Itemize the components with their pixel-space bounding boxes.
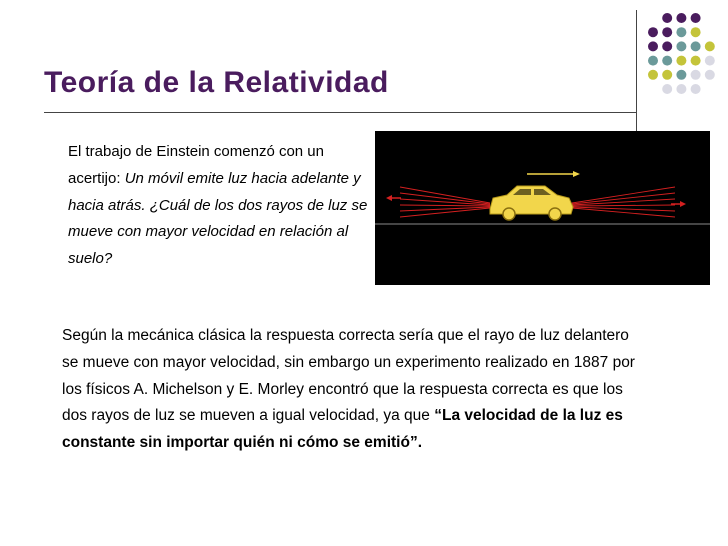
slide-title: Teoría de la Relatividad [44, 66, 389, 99]
decorative-dot [662, 84, 672, 94]
explanation-text: Según la mecánica clásica la respuesta correcta sería que el rayo de luz delantero se mueve con mayor velocidad, sin embargo un experimento realizado en 1887 por los físicos A. Michelson y E. Morley encontró que la respuesta correcta es que los dos rayos de luz se mueven a igual velocidad, ya que [62, 327, 635, 425]
decorative-dot [676, 56, 686, 66]
decorative-dot [691, 13, 701, 23]
decorative-dot [662, 41, 672, 51]
decorative-dot [648, 70, 658, 80]
backward-light-rays [400, 187, 490, 217]
car-light-figure [375, 131, 710, 285]
decorative-dot [691, 56, 701, 66]
decorative-dot [691, 27, 701, 37]
explanation-paragraph [62, 323, 642, 457]
decorative-dot [676, 13, 686, 23]
decorative-dot [691, 84, 701, 94]
decorative-dot [691, 41, 701, 51]
decorative-dot [691, 70, 701, 80]
decorative-dot [676, 70, 686, 80]
car-emitting-light-icon [375, 131, 710, 285]
decorative-dot [705, 56, 715, 66]
decorative-dot [676, 41, 686, 51]
decorative-dot [676, 27, 686, 37]
decorative-dot [662, 56, 672, 66]
decorative-dot [648, 41, 658, 51]
decorative-dot [662, 27, 672, 37]
decorative-dot [705, 70, 715, 80]
decorative-dot [648, 56, 658, 66]
forward-light-rays [572, 187, 675, 217]
velocity-arrowhead [573, 171, 580, 177]
explanation-conclusion: “La velocidad de la luz es constante sin importar quién ni cómo se emitió”. [62, 407, 623, 452]
decorative-dot-grid [0, 0, 728, 120]
decorative-dot [662, 13, 672, 23]
decorative-dot [648, 27, 658, 37]
decorative-dot [662, 70, 672, 80]
car-icon [490, 186, 573, 220]
decorative-dot [676, 84, 686, 94]
intro-text: El trabajo de Einstein comenzó con un acertijo: [68, 143, 324, 187]
intro-question: Un móvil emite luz hacia adelante y hacia atrás. ¿Cuál de los dos rayos de luz se mueve con mayor velocidad en relación al suelo? [68, 169, 368, 268]
decorative-dot [705, 41, 715, 51]
horizontal-divider [44, 112, 636, 113]
intro-paragraph [68, 139, 368, 273]
vertical-divider [636, 10, 637, 132]
